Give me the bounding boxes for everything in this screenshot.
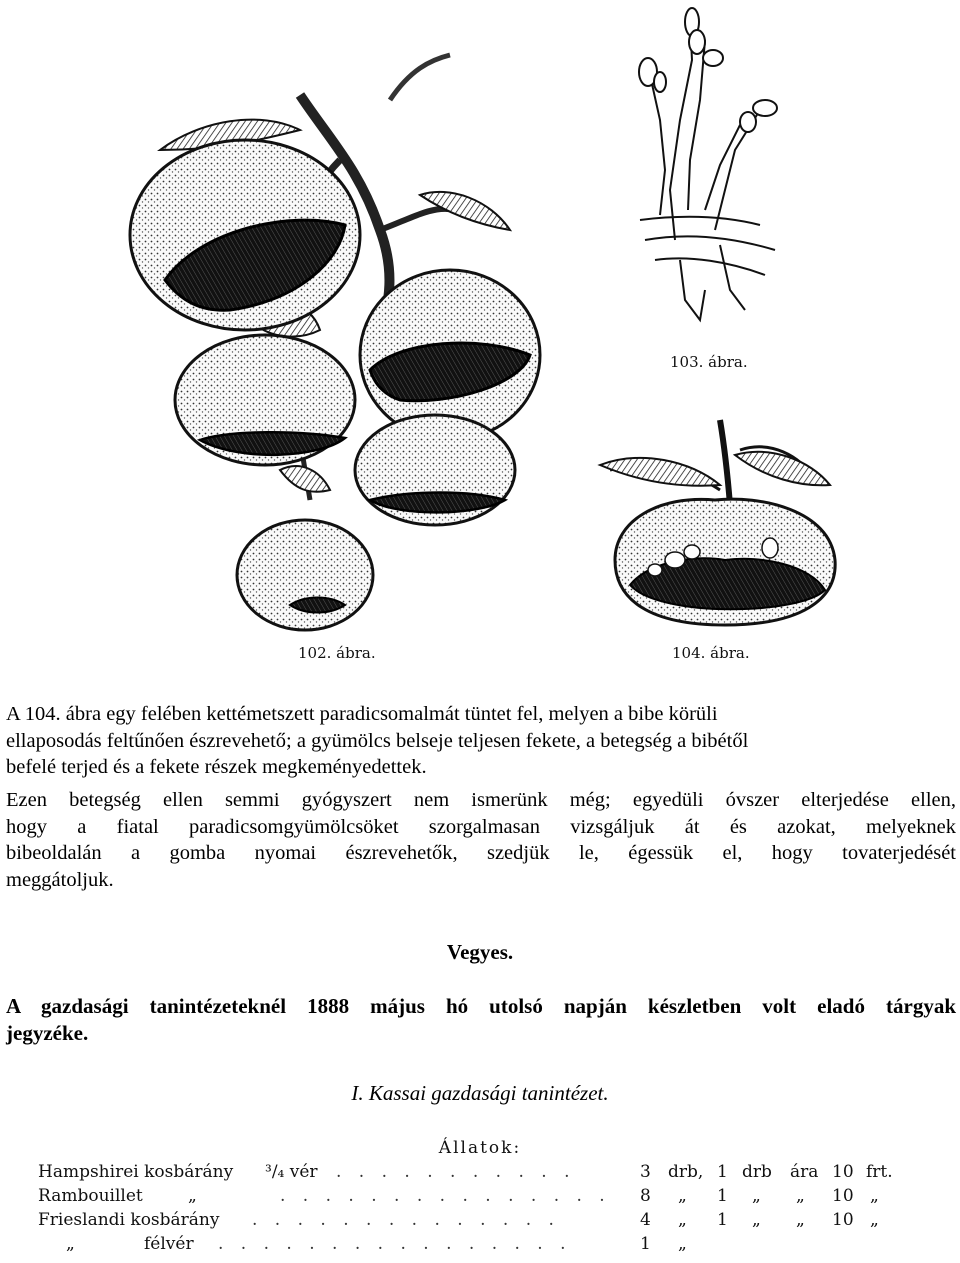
figure-103-fungus-hyphae [639, 8, 777, 320]
item-fraction: ³/₄ vér [265, 1162, 318, 1182]
paragraph-line: bibeoldalán a gomba nyomai észrevehetők, szedjük le, égessük el, hogy tovaterjedését [6, 842, 956, 865]
leader-dots: . . . . . . . . . . . . . . . [280, 1186, 611, 1206]
ditto-mark: „ [188, 1186, 197, 1206]
inventory-heading: Állatok: [438, 1138, 522, 1158]
item-quantity: 4 [640, 1210, 651, 1230]
section-title: Vegyes. [446, 940, 514, 964]
institute-heading: I. Kassai gazdasági tanintézet. [351, 1081, 609, 1105]
item-price-label: ára [790, 1162, 819, 1182]
item-price: 10 [832, 1210, 854, 1230]
item-currency: frt. [866, 1162, 893, 1182]
item-per-quantity: 1 [717, 1210, 728, 1230]
item-quantity: 8 [640, 1186, 651, 1206]
item-name: Hampshirei kosbárány [38, 1162, 234, 1182]
item-quantity: 1 [640, 1234, 651, 1254]
item-per-unit: „ [752, 1210, 761, 1230]
paragraph-line: befelé terjed és a fekete részek megkeményedettek. [6, 756, 427, 779]
inventory-row [0, 1186, 960, 1210]
figure-102-caption: 102. ábra. [298, 644, 376, 662]
figure-104-cut-tomato [600, 420, 835, 625]
item-currency: „ [870, 1186, 879, 1206]
item-unit: „ [678, 1234, 687, 1254]
paragraph-line: ellaposodás feltűnően észrevehető; a gyümölcs belseje teljesen fekete, a betegség a bibétől [6, 729, 749, 752]
item-unit: „ [678, 1186, 687, 1206]
figure-104-caption: 104. ábra. [672, 644, 750, 662]
item-price-label: „ [796, 1186, 805, 1206]
list-title-line: A gazdasági tanintézeteknél 1888 május hó utolsó napján készletben volt eladó tárgyak [6, 994, 956, 1018]
item-name: Rambouillet [38, 1186, 143, 1206]
item-per-unit: „ [752, 1186, 761, 1206]
item-currency: „ [870, 1210, 879, 1230]
ditto-mark: „ [66, 1234, 75, 1254]
inventory-row [0, 1210, 960, 1234]
paragraph-treatment [6, 787, 956, 893]
item-name: Frieslandi kosbárány [38, 1210, 220, 1230]
list-title-line: jegyzéke. [6, 1021, 89, 1045]
paragraph-line: meggátoljuk. [6, 868, 114, 891]
item-price: 10 [832, 1186, 854, 1206]
item-unit: „ [678, 1210, 687, 1230]
paragraph-line: A 104. ábra egy felében kettémetszett paradicsomalmát tüntet fel, melyen a bibe körüli [6, 703, 718, 725]
figure-102-tomato-cluster [130, 55, 540, 630]
inventory-row [0, 1234, 960, 1258]
item-per-quantity: 1 [717, 1186, 728, 1206]
item-price-label: „ [796, 1210, 805, 1230]
paragraph-line: Ezen betegség ellen semmi gyógyszert nem ismerünk még; egyedüli óvszer elterjedése ellen, [6, 789, 956, 811]
item-quantity: 3 [640, 1162, 651, 1182]
item-price: 10 [832, 1162, 854, 1182]
item-unit: drb, [668, 1162, 704, 1182]
inventory-row [0, 1162, 960, 1186]
paragraph-figure-104-description [6, 701, 956, 781]
item-name: félvér [144, 1234, 194, 1254]
leader-dots: . . . . . . . . . . . . . . . . [218, 1234, 572, 1254]
leader-dots: . . . . . . . . . . . . . . [252, 1210, 560, 1230]
item-per-quantity: 1 [717, 1162, 728, 1182]
figure-103-caption: 103. ábra. [670, 353, 748, 371]
list-title [6, 993, 956, 1047]
leader-dots: . . . . . . . . . . . [336, 1162, 576, 1182]
paragraph-line: hogy a fiatal paradicsomgyümölcsöket szorgalmasan vizsgáljuk át és azokat, melyeknek [6, 815, 956, 838]
item-per-unit: drb [742, 1162, 772, 1182]
